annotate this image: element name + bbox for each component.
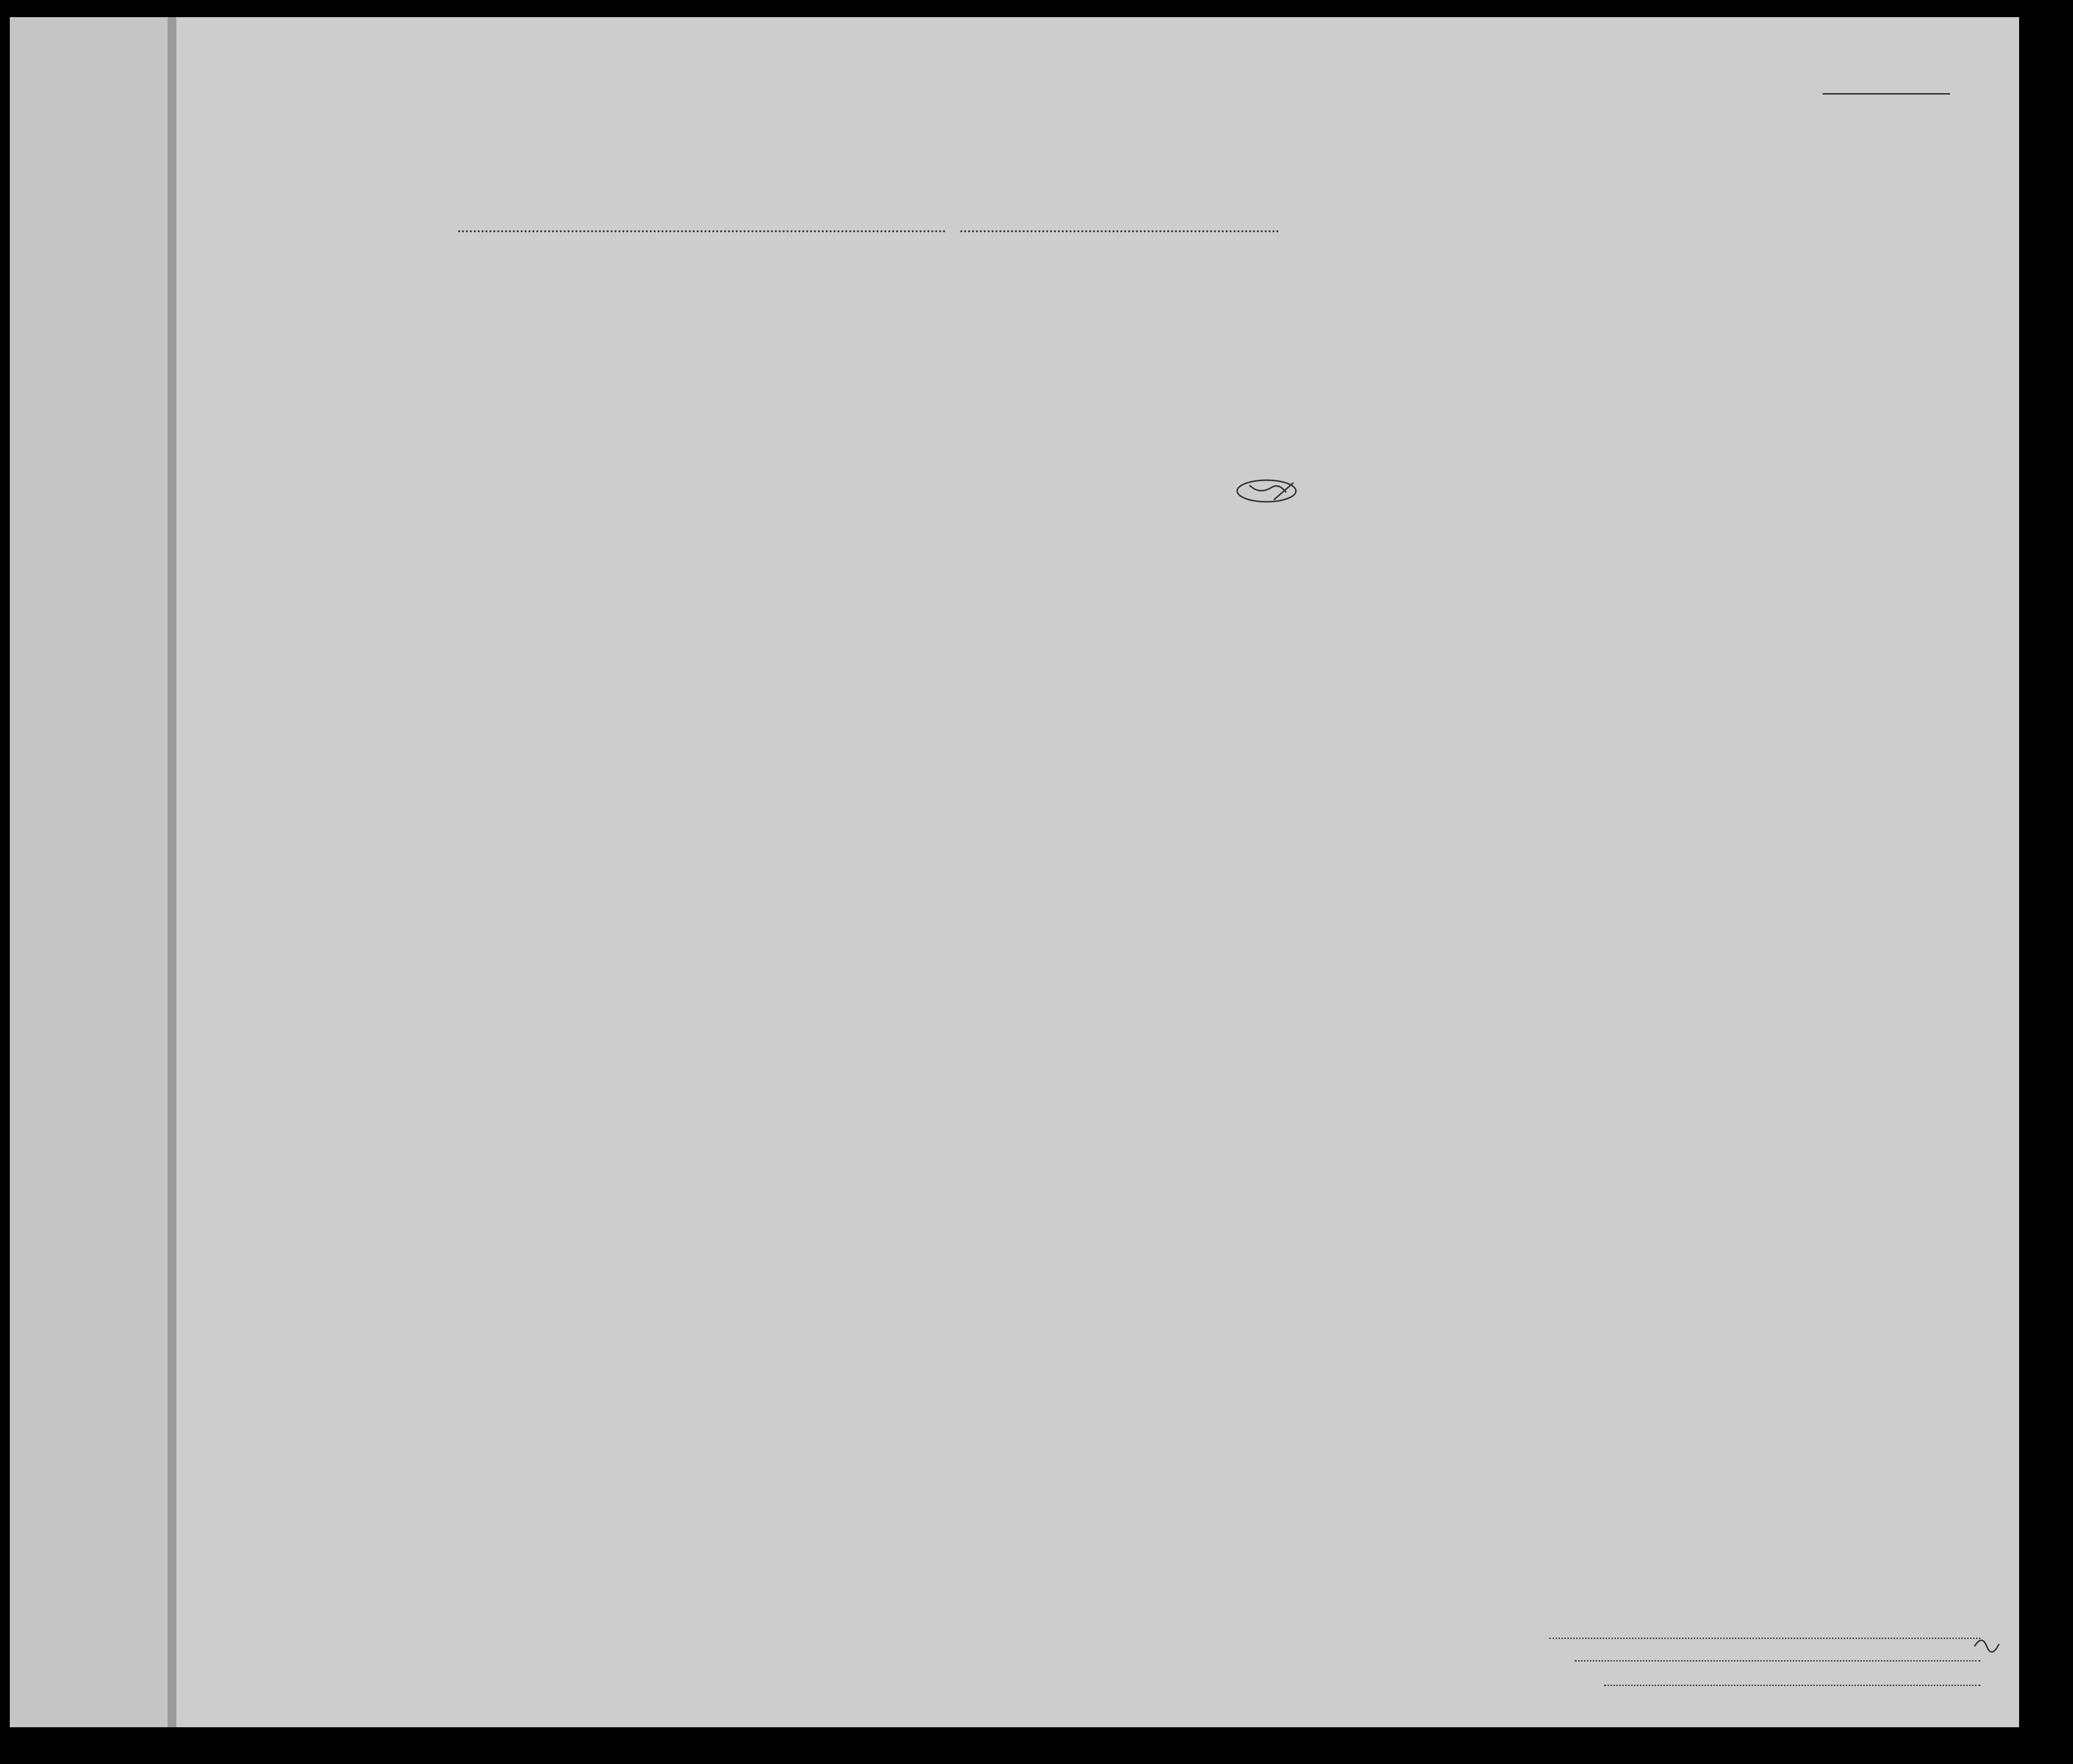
list-underline xyxy=(1823,93,1950,95)
paper-fold-shadow xyxy=(168,17,176,1727)
owners-underline xyxy=(1575,1660,1980,1662)
port-underline xyxy=(458,230,946,232)
paper-main xyxy=(174,17,2019,1727)
agents-underline xyxy=(1604,1685,1980,1686)
line-underline xyxy=(1549,1638,1980,1639)
handwritten-scribble xyxy=(1230,470,1313,514)
initials-scribble xyxy=(1970,1632,2004,1661)
paper-left-strip xyxy=(10,17,171,1727)
date-underline xyxy=(960,230,1279,232)
